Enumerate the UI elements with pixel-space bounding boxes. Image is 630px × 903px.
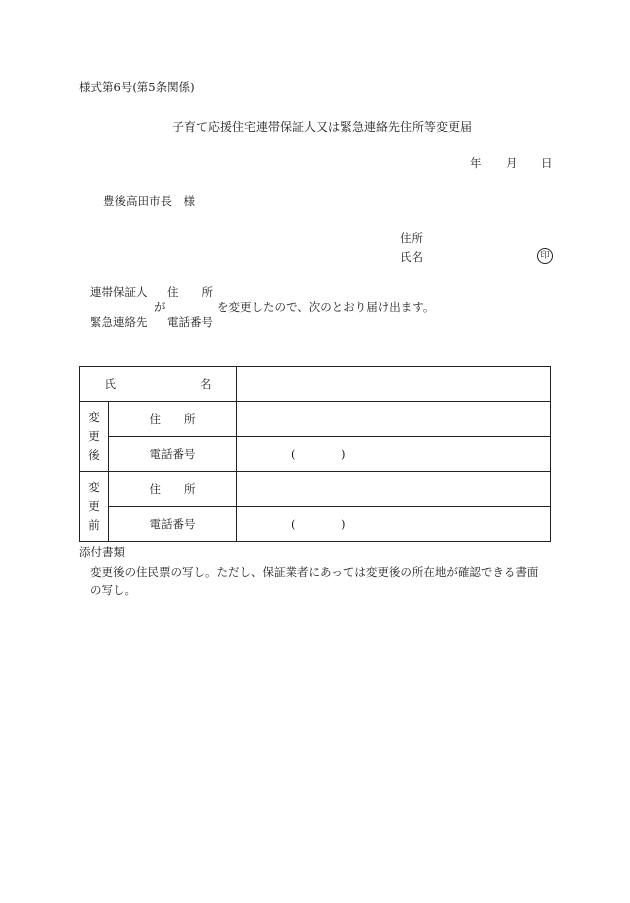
before-phone-value[interactable] <box>237 507 551 542</box>
after-label-cell <box>80 402 109 472</box>
before-label-char: 変 <box>88 480 100 494</box>
document-title: 子育て応援住宅連帯保証人又は緊急連絡先住所等変更届 <box>172 120 473 134</box>
date-day: 日 <box>541 156 553 170</box>
statement-phone: 電話番号 <box>167 315 213 329</box>
paren-close: ) <box>341 447 346 461</box>
attachments-line-1: 変更後の住民票の写し。ただし、保証業者にあっては変更後の所在地が確認できる書面 <box>90 565 539 579</box>
after-address-value[interactable] <box>237 402 551 437</box>
attachments-line-2: の写し。 <box>90 583 136 597</box>
table-row-before-address <box>80 472 551 507</box>
applicant-address-label: 住所 <box>400 231 423 245</box>
before-address-value[interactable] <box>237 472 551 507</box>
table-row-before-phone <box>80 507 551 542</box>
paren-open: ( <box>291 447 296 461</box>
attachments-heading: 添付書類 <box>79 545 125 559</box>
form-number: 様式第6号(第5条関係) <box>79 80 195 94</box>
table-row-after-phone <box>80 437 551 472</box>
name-label-2: 名 <box>200 377 212 391</box>
seal-icon: 印 <box>537 248 553 264</box>
before-label-char: 前 <box>88 518 100 532</box>
table-row-name <box>80 367 551 402</box>
statement-address: 住 所 <box>167 285 213 299</box>
addressee: 豊後高田市長 様 <box>103 194 195 208</box>
after-label-char: 変 <box>88 410 100 424</box>
statement-emergency: 緊急連絡先 <box>90 315 148 329</box>
after-label-char: 後 <box>88 448 100 462</box>
paren-close: ) <box>341 517 346 531</box>
applicant-name-label: 氏名 <box>400 250 423 264</box>
name-label-1: 氏 <box>104 377 116 391</box>
after-label-char: 更 <box>88 429 100 443</box>
after-phone-value[interactable] <box>237 437 551 472</box>
paren-open: ( <box>291 517 296 531</box>
date-month: 月 <box>506 156 518 170</box>
before-address-label: 住 所 <box>109 472 237 507</box>
before-label-cell <box>80 472 109 542</box>
before-phone-label: 電話番号 <box>109 507 237 542</box>
date-year: 年 <box>470 156 482 170</box>
after-address-label: 住 所 <box>109 402 237 437</box>
statement-body: を変更したので、次のとおり届け出ます。 <box>217 300 435 314</box>
statement-ga: が <box>154 300 166 314</box>
statement-guarantor: 連帯保証人 <box>90 285 148 299</box>
table-row-after-address <box>80 402 551 437</box>
before-label-char: 更 <box>88 499 100 513</box>
change-form-table <box>79 366 551 542</box>
name-value-cell[interactable] <box>237 367 551 402</box>
after-phone-label: 電話番号 <box>109 437 237 472</box>
name-label-cell <box>80 367 237 402</box>
